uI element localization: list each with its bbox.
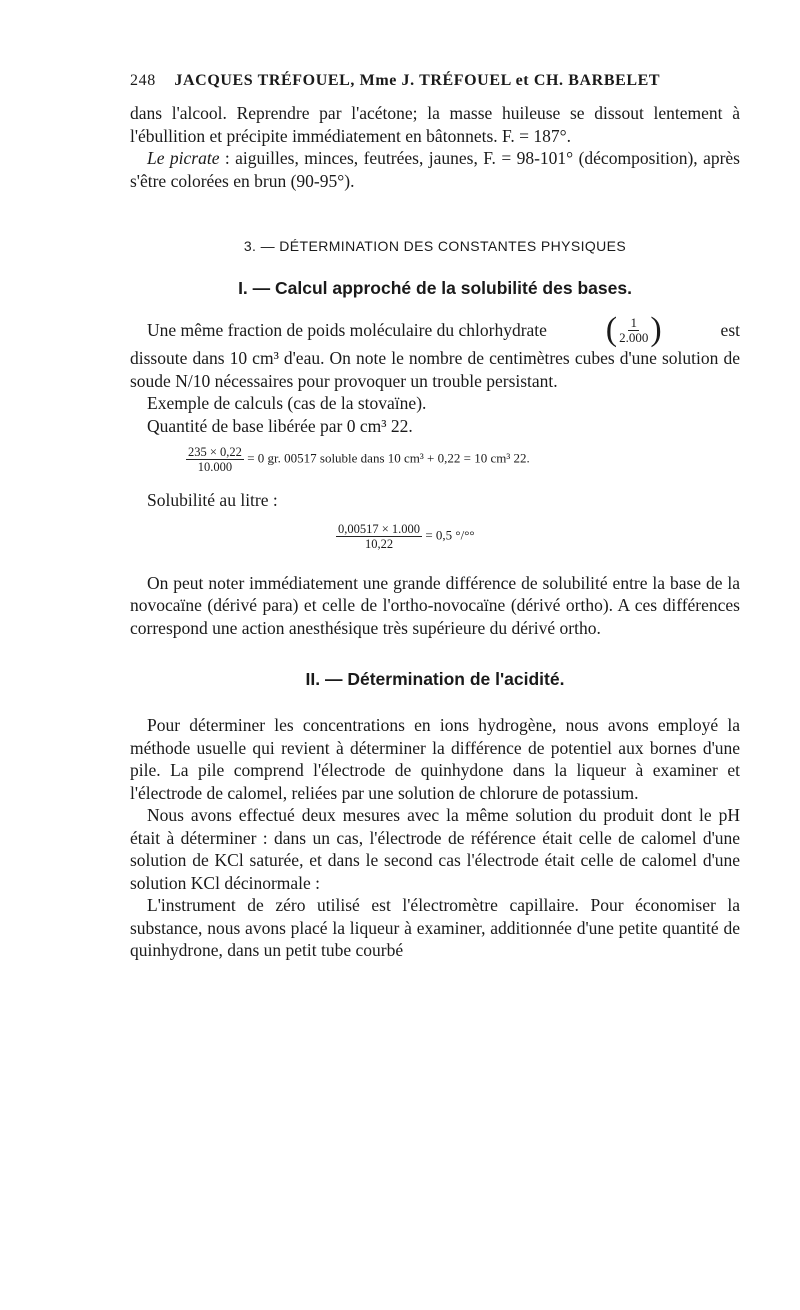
formula-1-fraction: $\frac{235 \times 0,22}{10.000}$ [188, 445, 242, 474]
part1-heading: I. — Calcul approché de la solubilité des bases. [238, 278, 632, 298]
picrate-term: Le picrate [147, 148, 220, 168]
header-authors: JACQUES TRÉFOUEL, Mme J. TRÉFOUEL et CH. BARBELET [174, 72, 661, 89]
picrate-paragraph [130, 147, 740, 192]
solubility-intro-cont: dissoute dans 10 cm³ d'eau. On note le nombre de centimètres cubes d'une solution de soude N/10 nécessaires pour provoquer un trouble persistant. [130, 348, 740, 391]
formula-1-block [130, 437, 740, 481]
intro-paragraph: dans l'alcool. Reprendre par l'acétone; la masse huileuse se dissout lentement à l'ébullition et précipite immédiatement en bâtonnets. F. = 187°. [130, 103, 740, 146]
formula-2-rest: = 0,5 °/°° [425, 526, 475, 542]
picrate-text: : aiguilles, minces, feutrées, jaunes, F. = 98-101° (décomposition), après s'être colorées en brun (90-95°). [130, 148, 740, 191]
solubility-per-litre: Solubilité au litre : [147, 490, 278, 510]
calc-example: Exemple de calculs (cas de la stovaïne). [147, 393, 427, 413]
formula-1-rest: = 0 gr. 00517 soluble dans 10 cm³ + 0,22 = 10 cm³ 22. [247, 450, 530, 466]
part2-heading: II. — Détermination de l'acidité. [305, 669, 565, 689]
formula-1 [186, 445, 530, 474]
acidity-paragraph-2: Nous avons effectué deux mesures avec la même solution du produit dont le pH était à déterminer : dans un cas, l'électrode de référence était celle de calomel d'une solution de KCl saturée, et dans le second cas l'électrode était celle de calomel d'une solution KCl décinormale : [130, 805, 740, 893]
running-header [130, 72, 740, 90]
solubility-intro-end: est [720, 319, 740, 340]
page-number: 248 [130, 72, 156, 89]
molecular-fraction: $\frac{1}{2.000}$ [619, 314, 649, 345]
formula-2-block [130, 512, 740, 564]
formula-2 [336, 522, 475, 551]
solubility-intro-start: Une même fraction de poids moléculaire du chlorhydrate [147, 319, 547, 340]
novocaine-paragraph: On peut noter immédiatement une grande différence de solubilité entre la base de la novocaïne (dérivé para) et celle de l'ortho-novocaïne (dérivé ortho). A ces différences correspond une action anesthésique très supérieure du dérivé ortho. [130, 572, 740, 638]
acidity-paragraph-3: L'instrument de zéro utilisé est l'électromètre capillaire. Pour économiser la substance, nous avons placé la liqueur à examiner, additionnée d'une petite quantité de quinhydrone, dans un petit tube courbé [130, 895, 740, 960]
formula-2-fraction: $\frac{0,00517 \times 1.000}{10,22}$ [338, 521, 421, 551]
solubility-intro-line [130, 313, 740, 347]
acidity-paragraph-1: Pour déterminer les concentrations en ions hydrogène, nous avons employé la méthode usuelle qui revient à déterminer la différence de potentiel aux bornes d'une pile. La pile comprend l'électrode de quinhydone dans la liqueur à examiner et l'électrode de calomel, reliées par une solution de chlorure de potassium. [130, 715, 740, 803]
section-title: 3. — DÉTERMINATION DES CONSTANTES PHYSIQUES [243, 238, 627, 254]
page-content [130, 72, 740, 962]
fraction-group: ( $\frac{1}{2.000}$ ) [605, 311, 662, 348]
base-quantity: Quantité de base libérée par 0 cm³ 22. [147, 415, 413, 436]
